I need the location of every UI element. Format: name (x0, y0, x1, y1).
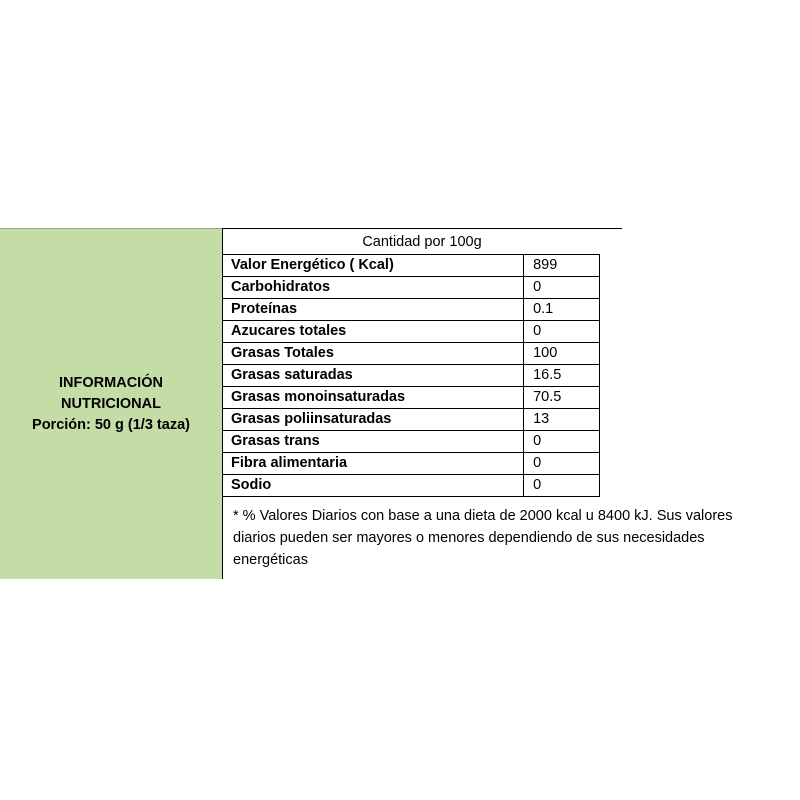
nutrient-name: Azucares totales (222, 321, 524, 343)
nutrient-value: 70.5 (524, 387, 600, 409)
table-row (222, 343, 600, 365)
table-row (222, 321, 600, 343)
panel-title-line2: NUTRICIONAL (61, 395, 161, 412)
nutrient-value: 0 (524, 277, 600, 299)
table-row (222, 299, 600, 321)
nutrient-name: Grasas monoinsaturadas (222, 387, 524, 409)
table-row (222, 453, 600, 475)
nutrition-table (222, 254, 600, 497)
table-row (222, 475, 600, 497)
table-row (222, 365, 600, 387)
nutrient-name: Grasas trans (222, 431, 524, 453)
nutrient-value: 899 (524, 255, 600, 277)
table-row (222, 277, 600, 299)
nutrition-info-panel (0, 228, 223, 579)
nutrient-value: 13 (524, 409, 600, 431)
portion-size: Porción: 50 g (1/3 taza) (32, 416, 190, 433)
panel-title-line1: INFORMACIÓN (59, 374, 163, 391)
footnote: * % Valores Diarios con base a una dieta de 2000 kcal u 8400 kJ. Sus valores diarios pueden ser mayores o menores dependiendo de sus necesidades energéticas (233, 508, 733, 568)
nutrient-value: 0 (524, 475, 600, 497)
nutrient-name: Proteínas (222, 299, 524, 321)
table-header: Cantidad por 100g (222, 228, 622, 254)
nutrient-name: Grasas saturadas (222, 365, 524, 387)
table-row (222, 409, 600, 431)
nutrient-name: Grasas Totales (222, 343, 524, 365)
nutrient-name: Valor Energético ( Kcal) (222, 255, 524, 277)
nutrient-value: 100 (524, 343, 600, 365)
nutrient-value: 0 (524, 321, 600, 343)
table-row (222, 431, 600, 453)
nutrient-value: 0.1 (524, 299, 600, 321)
nutrient-value: 0 (524, 453, 600, 475)
nutrient-value: 16.5 (524, 365, 600, 387)
nutrient-name: Sodio (222, 475, 524, 497)
nutrient-name: Carbohidratos (222, 277, 524, 299)
table-row (222, 255, 600, 277)
nutrient-value: 0 (524, 431, 600, 453)
nutrient-name: Fibra alimentaria (222, 453, 524, 475)
nutrient-name: Grasas poliinsaturadas (222, 409, 524, 431)
table-row (222, 387, 600, 409)
nutrition-table-section (222, 228, 800, 571)
